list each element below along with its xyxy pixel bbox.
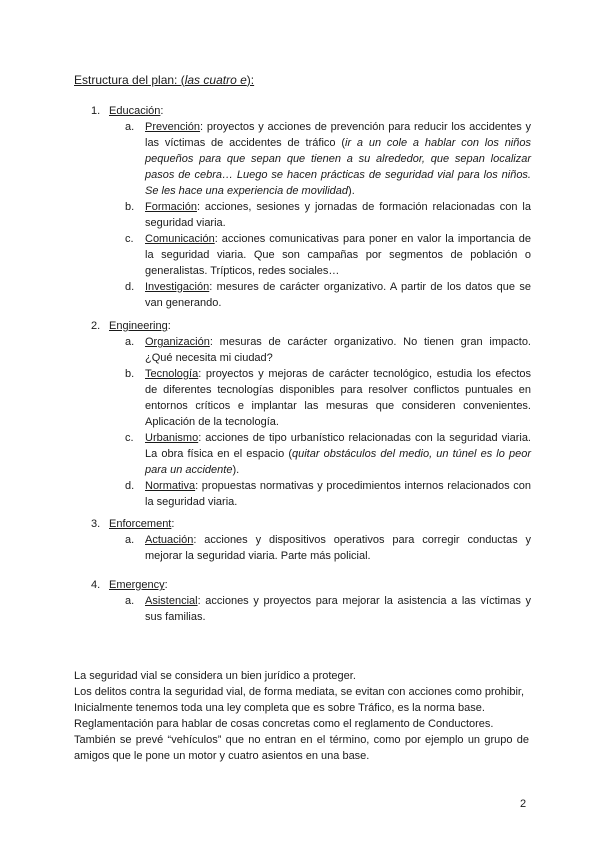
- item-letter: b.: [125, 201, 135, 213]
- list-item: [91, 231, 531, 279]
- list-item: [91, 478, 531, 510]
- item-label: Normativa: [145, 480, 196, 492]
- paragraph-1: La seguridad vial se considera un bien jurídico a proteger.: [74, 670, 356, 682]
- item-label: Tecnología: [145, 368, 199, 380]
- list-item: [91, 334, 531, 366]
- section-enforcement: [91, 516, 531, 564]
- item-letter: a.: [125, 121, 135, 133]
- list-item: [91, 532, 531, 564]
- item-letter: a.: [125, 595, 135, 607]
- list-item: [91, 430, 531, 478]
- section-colon: :: [171, 518, 175, 530]
- section-colon: :: [160, 105, 164, 117]
- item-text: : acciones comunicativas para poner en valor la importancia de la seguridad viaria. Que son campañas por segmentos de población o generalistas. Trípticos, redes sociales…: [145, 233, 531, 277]
- item-letter: a.: [125, 534, 135, 546]
- paragraph-2: Los delitos contra la seguridad vial, de forma mediata, se evitan con acciones como prohibir,: [74, 686, 525, 698]
- section-number: 1.: [91, 105, 101, 117]
- item-text: : acciones y dispositivos operativos para corregir conductas y mejorar la seguridad viaria. Parte más policial.: [145, 534, 531, 562]
- section-colon: :: [167, 320, 171, 332]
- section-heading: [91, 318, 531, 334]
- item-letter: c.: [125, 432, 134, 444]
- list-item: [91, 366, 531, 430]
- title-suffix: ):: [246, 73, 255, 87]
- title-italic: las cuatro e: [184, 73, 247, 87]
- section-title: Educación: [109, 105, 161, 117]
- item-label: Urbanismo: [145, 432, 199, 444]
- title-prefix: Estructura del plan: (: [74, 73, 185, 87]
- paragraph-3: Inicialmente tenemos toda una ley completa que es sobre Tráfico, es la norma base.: [74, 702, 485, 714]
- item-label: Organización: [145, 336, 210, 348]
- item-text: : mesures de carácter organizativo. A partir de los datos que se van generando.: [145, 281, 531, 309]
- section-heading: [91, 103, 531, 119]
- item-text: : proyectos y mejoras de carácter tecnológico, estudia los efectos de diferentes tecnologías disponibles para resolver conflictos puntuales en entornos críticos e implantar las mesuras que consideren convenientes. Aplicación de la tecnología.: [145, 368, 531, 428]
- section-number: 2.: [91, 320, 101, 332]
- item-italic: ir a un cole a hablar con los niños pequeños para que sepan que tienen a su alrededor, que sepan localizar pasos de cebra… Luego se hacen prácticas de seguridad vial para los niños. Se les hace una experiencia de movilidad: [145, 137, 531, 197]
- item-label: Prevención: [145, 121, 201, 133]
- page-number: 2: [520, 798, 527, 810]
- plan-structure-title: [74, 72, 254, 88]
- section-heading: [91, 516, 531, 532]
- item-text: : proyectos y acciones de prevención para reducir los accidentes y las víctimas de accidentes de tráfico (: [145, 121, 531, 149]
- item-letter: d.: [125, 281, 135, 293]
- item-italic: quitar obstáculos del medio, un túnel es lo peor para un accidente: [145, 448, 531, 476]
- paragraph-4: Reglamentación para hablar de cosas concretas como el reglamento de Conductores.: [74, 718, 494, 730]
- section-emergency: [91, 577, 531, 625]
- paragraph-5: También se prevé “vehículos” que no entran en el término, como por ejemplo un grupo de amigos que le pone un motor y cuatro asientos en una base.: [74, 734, 529, 762]
- section-title: Emergency: [109, 579, 165, 591]
- item-text: : propuestas normativas y procedimientos internos relacionados con la seguridad viaria.: [145, 480, 531, 508]
- item-text: : mesuras de carácter organizativo. No tienen gran impacto. ¿Qué necesita mi ciudad?: [145, 336, 531, 364]
- item-text: : acciones y proyectos para mejorar la asistencia a las víctimas y sus familias.: [145, 595, 531, 623]
- item-label: Actuación: [145, 534, 194, 546]
- list-item: [91, 593, 531, 625]
- list-item: [91, 119, 531, 199]
- list-item: [91, 199, 531, 231]
- list-item: [91, 279, 531, 311]
- section-educacion: [91, 103, 531, 311]
- item-letter: a.: [125, 336, 135, 348]
- section-heading: [91, 577, 531, 593]
- item-label: Comunicación: [145, 233, 215, 245]
- item-tail: ).: [348, 185, 355, 197]
- item-label: Investigación: [145, 281, 210, 293]
- item-label: Asistencial: [145, 595, 198, 607]
- section-number: 3.: [91, 518, 101, 530]
- item-tail: ).: [232, 464, 240, 476]
- section-title: Engineering: [109, 320, 168, 332]
- section-number: 4.: [91, 579, 101, 591]
- item-text: : acciones de tipo urbanístico relacionadas con la seguridad viaria. La obra física en el espacio (: [145, 432, 531, 460]
- item-letter: c.: [125, 233, 134, 245]
- item-letter: b.: [125, 368, 135, 380]
- section-title: Enforcement: [109, 518, 172, 530]
- item-label: Formación: [145, 201, 197, 213]
- section-colon: :: [164, 579, 168, 591]
- item-text: : acciones, sesiones y jornadas de formación relacionadas con la seguridad viaria.: [145, 201, 531, 229]
- section-engineering: [91, 318, 531, 510]
- item-letter: d.: [125, 480, 135, 492]
